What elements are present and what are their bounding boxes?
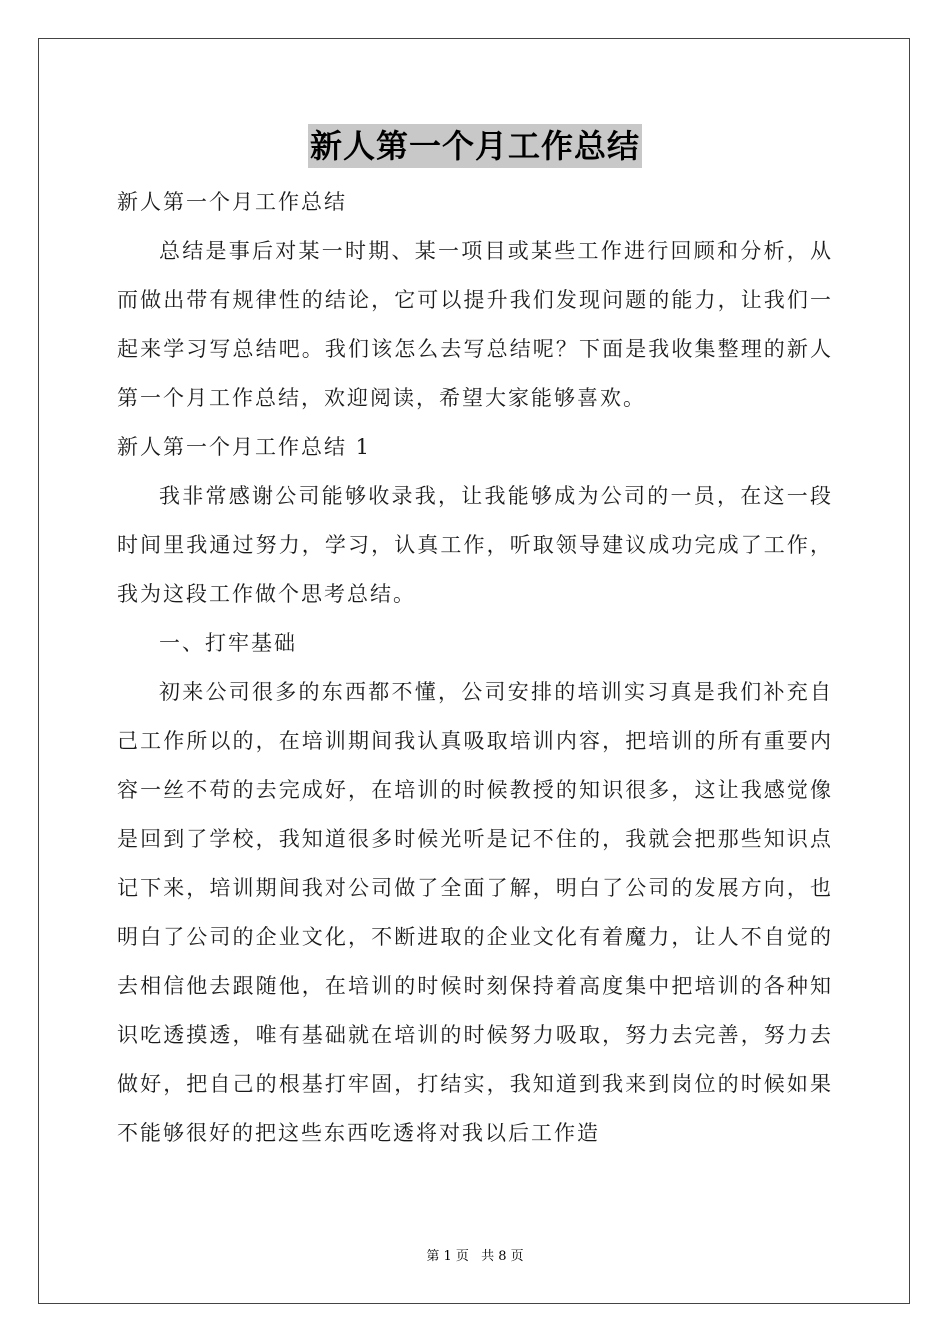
paragraph-section-title: 新人第一个月工作总结 1 xyxy=(117,435,372,459)
paragraph-foundation: 初来公司很多的东西都不懂，公司安排的培训实习真是我们补充自己工作所以的，在培训期间我认真吸取培训内容，把培训的所有重要内容一丝不苟的去完成好，在培训的时候教授的知识很多，这让我感觉像是回到了学校，我知道很多时候光听是记不住的，我就会把那些知识点记下来，培训期间我对公司做了全面了解，明白了公司的发展方向，也明白了公司的企业文化，不断进取的企业文化有着魔力，让人不自觉的去相信他去跟随他，在培训的时候时刻保持着高度集中把培训的各种知识吃透摸透，唯有基础就在培训的时候努力吸取，努力去完善，努力去做好，把自己的根基打牢固，打结实，我知道到我来到岗位的时候如果不能够很好的把这些东西吃透将对我以后工作造 xyxy=(117,680,833,1145)
paragraph-thanks: 我非常感谢公司能够收录我，让我能够成为公司的一员，在这一段时间里我通过努力，学习，认真工作，听取领导建议成功完成了工作，我为这段工作做个思考总结。 xyxy=(117,484,833,606)
document-body xyxy=(117,178,833,1158)
paragraph-subtitle: 新人第一个月工作总结 xyxy=(117,190,347,214)
document-title: 新人第一个月工作总结 xyxy=(308,124,642,168)
page-footer xyxy=(0,1245,950,1264)
paragraph-subheading: 一、打牢基础 xyxy=(159,631,297,655)
page-total: 共 8 页 xyxy=(481,1249,524,1264)
paragraph-intro: 总结是事后对某一时期、某一项目或某些工作进行回顾和分析，从而做出带有规律性的结论，它可以提升我们发现问题的能力，让我们一起来学习写总结吧。我们该怎么去写总结呢？下面是我收集整理的新人第一个月工作总结，欢迎阅读，希望大家能够喜欢。 xyxy=(117,239,833,410)
title-container xyxy=(0,124,950,168)
page-number: 第 1 页 xyxy=(426,1249,469,1264)
